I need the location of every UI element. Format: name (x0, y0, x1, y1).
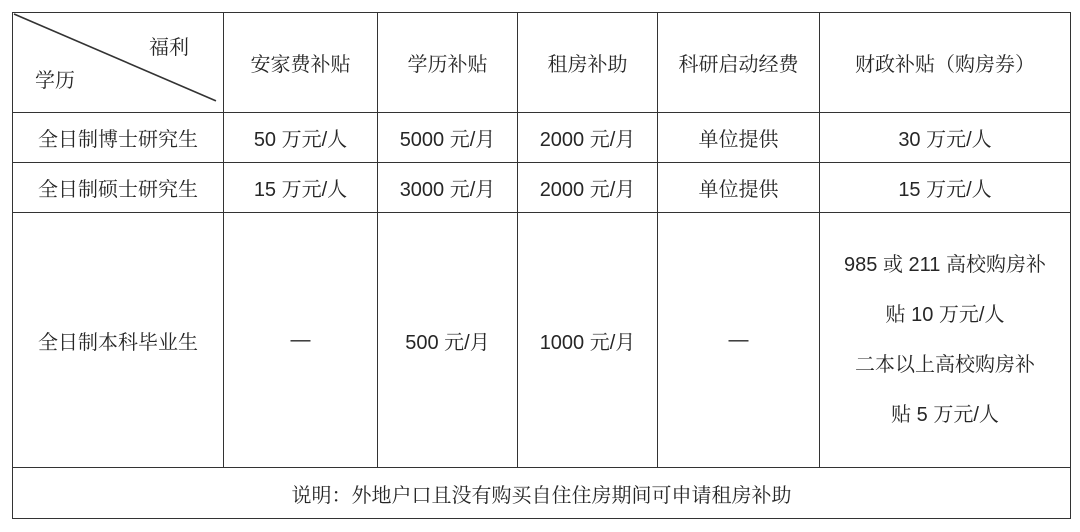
corner-header-cell (13, 13, 224, 113)
table-cell: 3000 元/月 (378, 163, 518, 213)
column-header-fiscal-subsidy: 财政补贴（购房券） (820, 13, 1071, 113)
note-cell: 说明：外地户口且没有购买自住住房期间可申请租房补助 (13, 468, 1071, 519)
column-header-education-subsidy: 学历补贴 (378, 13, 518, 113)
row-label-masters: 全日制硕士研究生 (13, 163, 224, 213)
table-cell: 2000 元/月 (518, 163, 658, 213)
housing-subsidy-line: 985 或 211 高校购房补 (844, 254, 1046, 276)
column-header-rent-subsidy: 租房补助 (518, 13, 658, 113)
table-cell: 15 万元/人 (224, 163, 378, 213)
table-cell: 15 万元/人 (820, 163, 1071, 213)
table-cell: 单位提供 (658, 163, 820, 213)
table-cell: 30 万元/人 (820, 113, 1071, 163)
table-cell: 2000 元/月 (518, 113, 658, 163)
table-cell: 500 元/月 (378, 213, 518, 468)
housing-subsidy-line: 贴 5 万元/人 (891, 404, 999, 426)
table-cell: — (224, 213, 378, 468)
housing-subsidy-line: 贴 10 万元/人 (885, 304, 1005, 326)
table-row-masters (13, 163, 1071, 213)
benefits-table (12, 12, 1071, 519)
table-row-undergraduate (13, 213, 1071, 468)
diagonal-divider-icon (13, 13, 223, 112)
housing-subsidy-line: 二本以上高校购房补 (855, 354, 1035, 376)
note-row (13, 468, 1071, 519)
corner-label-education: 学历 (35, 70, 75, 92)
row-label-undergraduate: 全日制本科毕业生 (13, 213, 224, 468)
corner-label-benefits: 福利 (149, 37, 189, 59)
table-cell: 50 万元/人 (224, 113, 378, 163)
table-row-doctoral (13, 113, 1071, 163)
row-label-doctoral: 全日制博士研究生 (13, 113, 224, 163)
table-cell: 单位提供 (658, 113, 820, 163)
table-cell: 5000 元/月 (378, 113, 518, 163)
header-row (13, 13, 1071, 113)
column-header-research-fund: 科研启动经费 (658, 13, 820, 113)
column-header-settlement: 安家费补贴 (224, 13, 378, 113)
table-cell: — (658, 213, 820, 468)
table-cell-housing-subsidy (820, 213, 1071, 468)
table-cell: 1000 元/月 (518, 213, 658, 468)
